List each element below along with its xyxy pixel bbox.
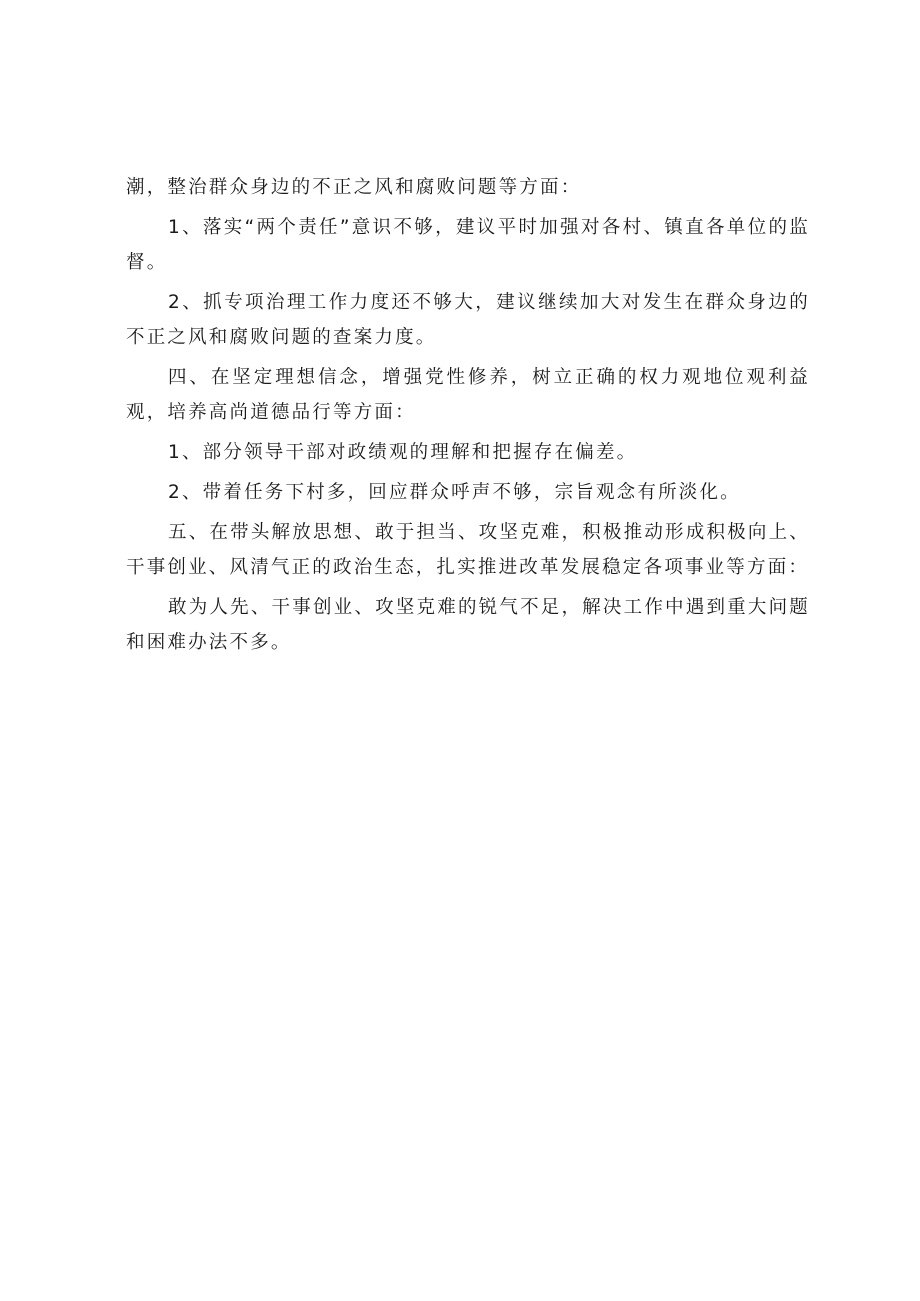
paragraph-section-four-heading: 四、在坚定理想信念，增强党性修养，树立正确的权力观地位观利益观，培养高尚道德品行等方面： xyxy=(126,367,810,423)
document-body xyxy=(126,170,810,665)
paragraph-item-2-special-governance: 2、抓专项治理工作力度还不够大，建议继续加大对发生在群众身边的不正之风和腐败问题的查案力度。 xyxy=(126,292,810,348)
paragraph-section-five-heading: 五、在带头解放思想、敢于担当、攻坚克难，积极推动形成积极向上、干事创业、风清气正的政治生态，扎实推进改革发展稳定各项事业等方面： xyxy=(126,522,810,578)
paragraph-section-five-content: 敢为人先、干事创业、攻坚克难的锐气不足，解决工作中遇到重大问题和困难办法不多。 xyxy=(126,597,810,653)
paragraph-continuation: 潮，整治群众身边的不正之风和腐败问题等方面： xyxy=(126,177,582,198)
paragraph-item-1-performance-view: 1、部分领导干部对政绩观的理解和把握存在偏差。 xyxy=(168,442,638,463)
paragraph-item-1-responsibility: 1、落实“两个责任”意识不够，建议平时加强对各村、镇直各单位的监督。 xyxy=(126,217,810,273)
paragraph-item-2-village-tasks: 2、带着任务下村多，回应群众呼声不够，宗旨观念有所淡化。 xyxy=(168,482,741,503)
